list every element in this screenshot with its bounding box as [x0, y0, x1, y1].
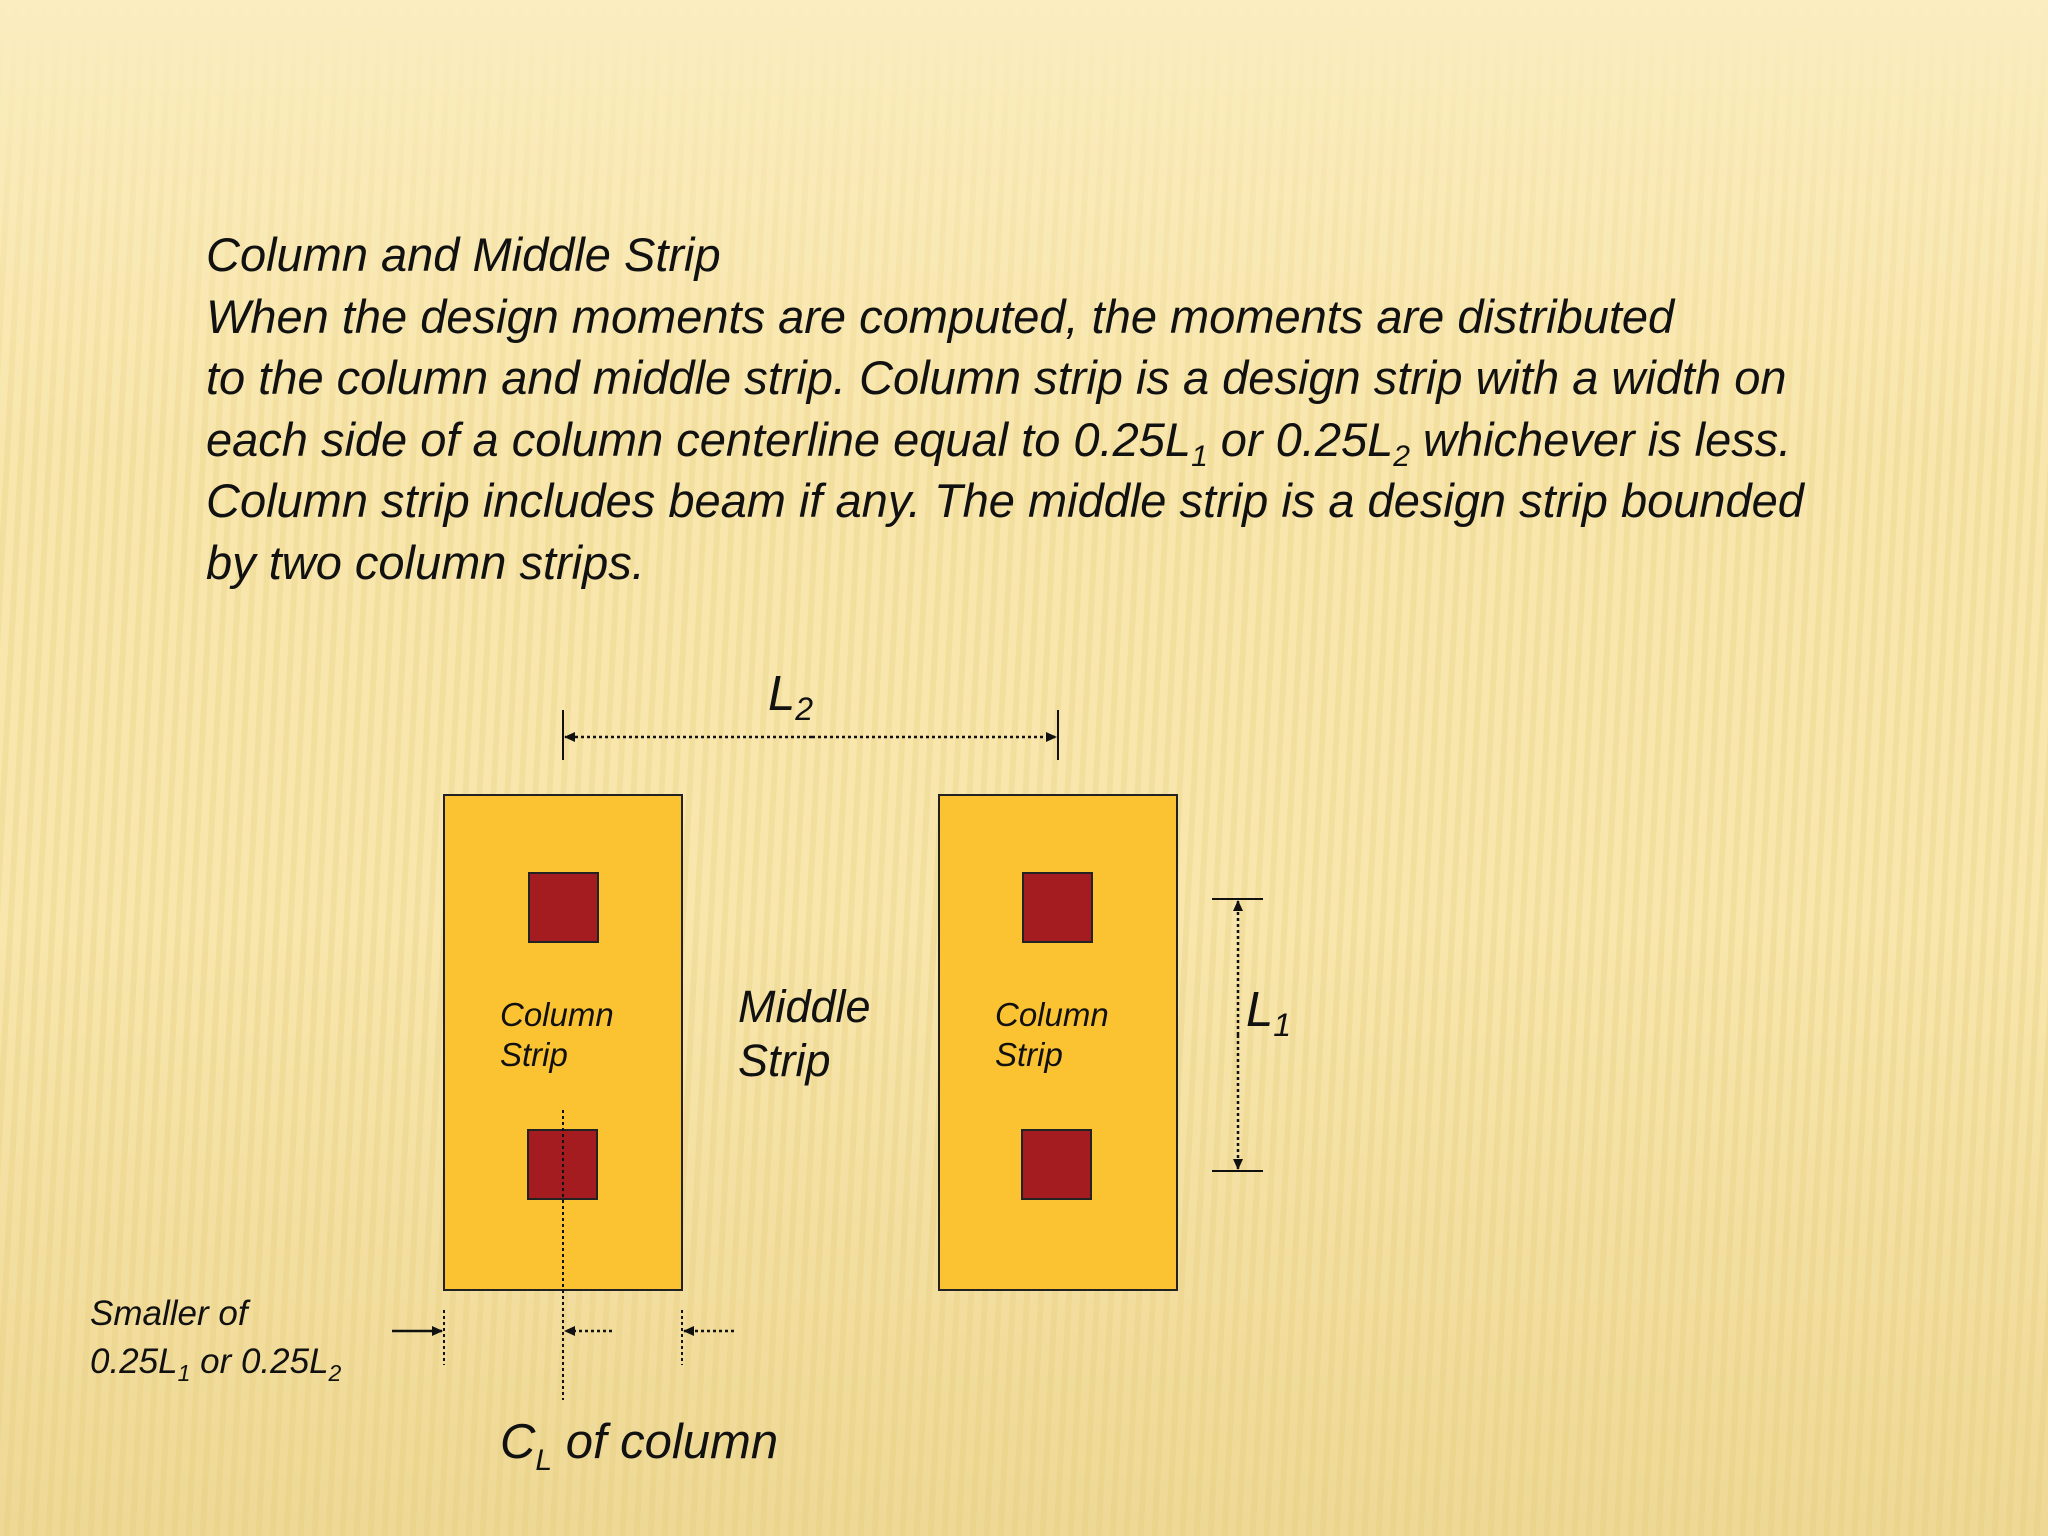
paragraph-line-3-part-a: each side of a column centerline equal to 0.25L: [206, 412, 1192, 466]
subscript-2: 2: [1393, 439, 1410, 473]
paragraph-line-3-part-c: whichever is less.: [1409, 412, 1792, 466]
l2-label: $L_2$: [768, 667, 814, 727]
smaller-of-label-line1: Smaller of: [90, 1294, 248, 1333]
smaller-of-label-line2: $0.25L_1$ or $0.25L_2$: [90, 1342, 342, 1386]
paragraph-line-2: to the column and middle strip. Column strip is a design strip with a width on: [206, 351, 1787, 404]
column-bottom-right: [1022, 1130, 1091, 1199]
paragraph-line-4: Column strip includes beam if any. The middle strip is a design strip bounded: [206, 474, 1804, 527]
column-top-right: [1023, 873, 1092, 942]
paragraph-line-1: When the design moments are computed, the moments are distributed: [206, 289, 1675, 343]
column-top-left: [529, 873, 598, 942]
middle-strip-label-line2: Strip: [738, 1035, 831, 1086]
column-strip-left-label-line2: Strip: [500, 1036, 568, 1073]
paragraph-line-5: by two column strips.: [206, 535, 645, 589]
middle-strip-label-line1: Middle: [738, 981, 871, 1032]
column-strip-right-label-line2: Strip: [995, 1036, 1063, 1073]
heading-text: Column and Middle Strip: [206, 228, 721, 281]
paragraph-line-3-part-b: or 0.25L: [1207, 412, 1394, 466]
column-strip-left-label-line1: Column: [500, 996, 614, 1033]
column-strip-right-label-line1: Column: [995, 996, 1109, 1033]
l1-label: $L_1$: [1246, 983, 1292, 1043]
centerline-label: $C_L$ of column: [500, 1415, 779, 1477]
subscript-1: 1: [1191, 439, 1208, 473]
